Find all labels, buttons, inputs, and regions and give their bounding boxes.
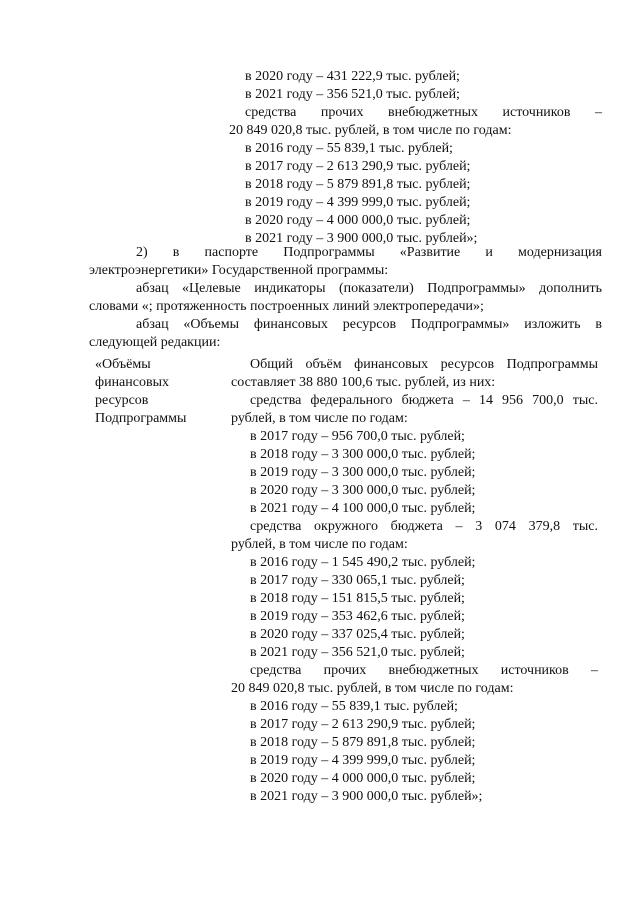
label-line: «Объёмы xyxy=(95,357,151,372)
district-line2: рублей, в том числе по годам: xyxy=(231,537,408,552)
district-year-line: в 2019 году – 353 462,6 тыс. рублей; xyxy=(250,609,465,624)
top-year-line: в 2020 году – 4 000 000,0 тыс. рублей; xyxy=(245,213,471,228)
top-year-line: в 2019 году – 4 399 999,0 тыс. рублей; xyxy=(245,195,471,210)
item-2-line2: электроэнергетики» Государственной программы: xyxy=(89,263,389,278)
other-year-line: в 2021 году – 3 900 000,0 тыс. рублей»; xyxy=(250,789,483,804)
federal-year-line: в 2019 году – 3 300 000,0 тыс. рублей; xyxy=(250,465,476,480)
federal-line1: средства федерального бюджета – 14 956 700,0 тыс. xyxy=(250,393,598,408)
other-year-line: в 2017 году – 2 613 290,9 тыс. рублей; xyxy=(250,717,476,732)
other-line2: 20 849 020,8 тыс. рублей, в том числе по годам: xyxy=(231,681,514,696)
total-line2: составляет 38 880 100,6 тыс. рублей, из них: xyxy=(231,375,496,390)
top-year-line: в 2018 году – 5 879 891,8 тыс. рублей; xyxy=(245,177,471,192)
federal-year-line: в 2020 году – 3 300 000,0 тыс. рублей; xyxy=(250,483,476,498)
top-year-line: в 2021 году – 3 900 000,0 тыс. рублей»; xyxy=(245,231,478,246)
federal-year-line: в 2021 году – 4 100 000,0 тыс. рублей; xyxy=(250,501,476,516)
other-year-line: в 2019 году – 4 399 999,0 тыс. рублей; xyxy=(250,753,476,768)
district-line1: средства окружного бюджета – 3 074 379,8 тыс. xyxy=(250,519,598,534)
top-year-line: в 2016 году – 55 839,1 тыс. рублей; xyxy=(245,141,453,156)
federal-line2: рублей, в том числе по годам: xyxy=(231,411,408,426)
item-2-line1: 2) в паспорте Подпрограммы «Развитие и модернизация xyxy=(136,245,602,260)
federal-year-line: в 2017 году – 956 700,0 тыс. рублей; xyxy=(250,429,465,444)
other-year-line: в 2018 году – 5 879 891,8 тыс. рублей; xyxy=(250,735,476,750)
district-year-line: в 2020 году – 337 025,4 тыс. рублей; xyxy=(250,627,465,642)
district-year-line: в 2016 году – 1 545 490,2 тыс. рублей; xyxy=(250,555,476,570)
top-year-line: в 2017 году – 2 613 290,9 тыс. рублей; xyxy=(245,159,471,174)
district-year-line: в 2021 году – 356 521,0 тыс. рублей; xyxy=(250,645,465,660)
paragraph-volumes: абзац «Объемы финансовых ресурсов Подпрограммы» изложить в следующей редакции: xyxy=(89,317,602,350)
district-year-line: в 2018 году – 151 815,5 тыс. рублей; xyxy=(250,591,465,606)
other-line1: средства прочих внебюджетных источников – xyxy=(250,663,598,678)
total-line1: Общий объём финансовых ресурсов Подпрограммы xyxy=(250,357,598,372)
other-year-line: в 2020 году – 4 000 000,0 тыс. рублей; xyxy=(250,771,476,786)
other-year-line: в 2016 году – 55 839,1 тыс. рублей; xyxy=(250,699,458,714)
label-line: финансовых xyxy=(95,375,169,390)
top-other-sources-line2: 20 849 020,8 тыс. рублей, в том числе по годам: xyxy=(229,123,512,138)
label-line: Подпрограммы xyxy=(95,411,187,426)
top-line: в 2021 году – 356 521,0 тыс. рублей; xyxy=(245,87,460,102)
district-year-line: в 2017 году – 330 065,1 тыс. рублей; xyxy=(250,573,465,588)
top-line: в 2020 году – 431 222,9 тыс. рублей; xyxy=(245,69,460,84)
top-other-sources-line1: средства прочих внебюджетных источников – xyxy=(245,105,602,120)
paragraph-indicators: абзац «Целевые индикаторы (показатели) Подпрограммы» дополнить словами «; протяженность построенных линий электропередачи»; xyxy=(89,281,602,314)
label-line: ресурсов xyxy=(95,393,149,408)
federal-year-line: в 2018 году – 3 300 000,0 тыс. рублей; xyxy=(250,447,476,462)
